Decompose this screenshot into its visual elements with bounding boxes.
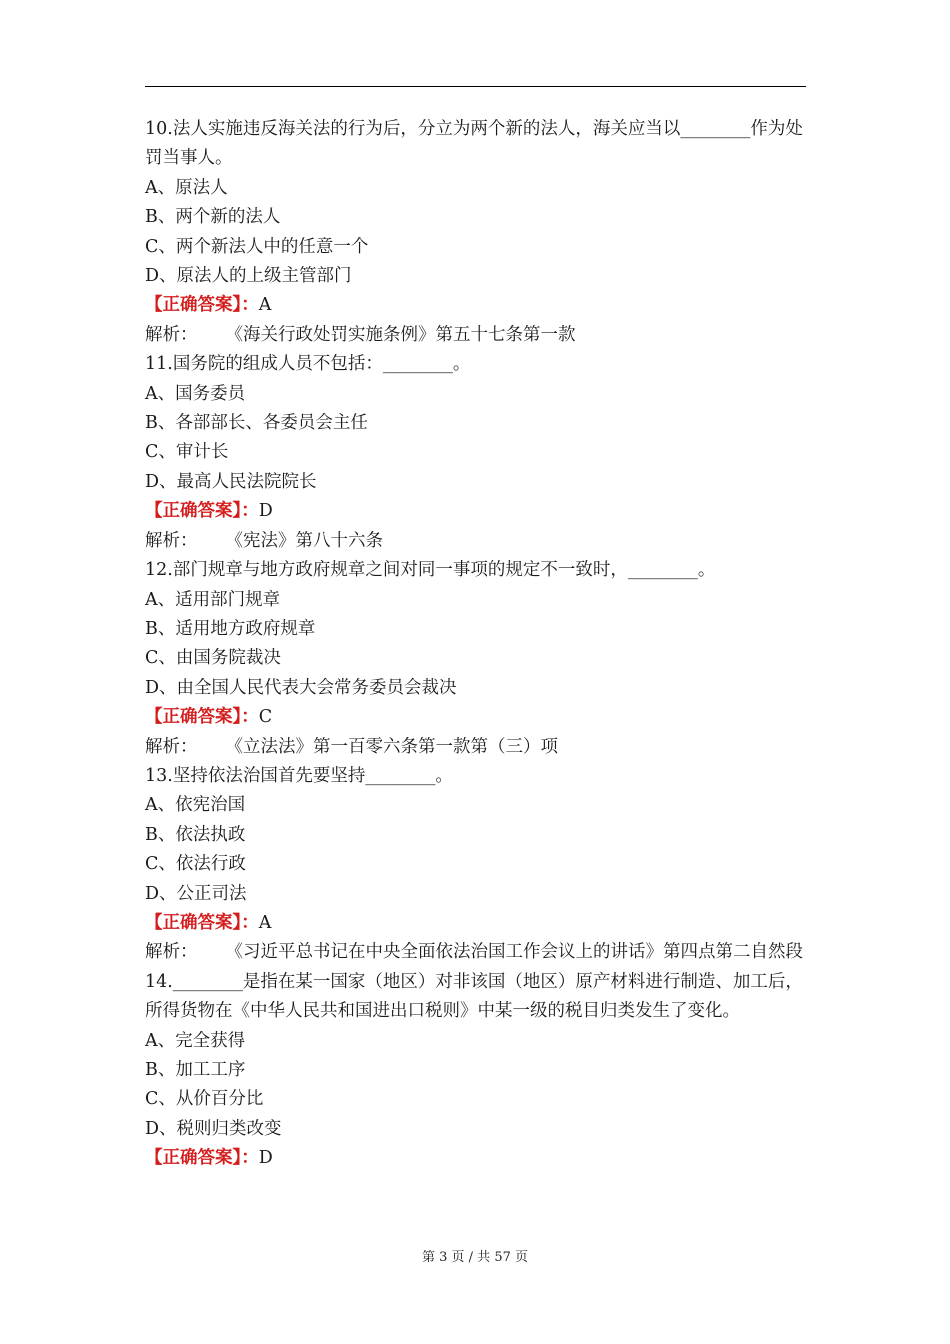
option-b: B、依法执政	[145, 824, 246, 845]
analysis-line	[145, 527, 806, 556]
answer-line	[145, 703, 806, 732]
analysis-text: 《海关行政处罚实施条例》第五十七条第一款	[225, 324, 576, 345]
option-b: B、两个新的法人	[145, 207, 281, 228]
question-block	[145, 968, 806, 1174]
analysis-line	[145, 733, 806, 762]
answer-value: D	[258, 501, 273, 522]
option-b: B、加工工序	[145, 1060, 246, 1080]
question-stem: 10.法人实施违反海关法的行为后，分立为两个新的法人，海关应当以________作为处罚当事人。	[145, 119, 803, 169]
question-block	[145, 115, 806, 350]
analysis-label: 解析：	[145, 324, 198, 345]
answer-label: 【正确答案】：	[145, 707, 259, 728]
answer-line	[145, 1144, 806, 1173]
question-stem: 14.________是指在某一国家（地区）对非该国（地区）原产材料进行制造、加工后，所得货物在《中华人民共和国进出口税则》中某一级的税目归类发生了变化。	[145, 971, 803, 1022]
question-list	[145, 115, 806, 1174]
option-a: A、适用部门规章	[145, 589, 281, 610]
option-a: A、依宪治国	[145, 795, 246, 816]
answer-value: D	[258, 1148, 273, 1169]
header-rule	[145, 86, 806, 87]
answer-value: A	[258, 912, 272, 933]
answer-value: C	[258, 707, 273, 728]
answer-value: A	[258, 295, 272, 316]
analysis-text: 《宪法》第八十六条	[225, 530, 383, 551]
option-c: C、由国务院裁决	[145, 648, 281, 669]
analysis-line	[145, 938, 806, 967]
option-d: D、公正司法	[145, 883, 247, 904]
option-d: D、最高人民法院院长	[145, 471, 317, 492]
option-b: B、各部部长、各委员会主任	[145, 413, 368, 434]
option-a: A、国务委员	[145, 383, 246, 404]
answer-line	[145, 909, 806, 938]
analysis-label: 解析：	[145, 942, 198, 963]
question-stem: 13.坚持依法治国首先要坚持________。	[145, 765, 453, 786]
answer-line	[145, 291, 806, 320]
question-block	[145, 762, 806, 968]
option-d: D、税则归类改变	[145, 1118, 282, 1139]
option-d: D、由全国人民代表大会常务委员会裁决	[145, 677, 457, 698]
analysis-line	[145, 321, 806, 350]
answer-line	[145, 497, 806, 526]
option-a: A、原法人	[145, 177, 228, 198]
question-block	[145, 556, 806, 762]
answer-label: 【正确答案】：	[145, 1148, 259, 1169]
analysis-text: 《立法法》第一百零六条第一款第（三）项	[225, 736, 558, 757]
analysis-label: 解析：	[145, 530, 198, 551]
analysis-label: 解析：	[145, 736, 198, 757]
answer-label: 【正确答案】：	[145, 912, 259, 933]
question-stem: 12.部门规章与地方政府规章之间对同一事项的规定不一致时，________。	[145, 560, 716, 581]
option-d: D、原法人的上级主管部门	[145, 266, 352, 287]
answer-label: 【正确答案】：	[145, 501, 259, 522]
option-c: C、审计长	[145, 442, 229, 463]
analysis-text: 《习近平总书记在中央全面依法治国工作会议上的讲话》第四点第二自然段	[225, 942, 803, 963]
option-a: A、完全获得	[145, 1030, 246, 1051]
option-c: C、从价百分比	[145, 1089, 264, 1110]
page-number: 第 3 页 / 共 57 页	[422, 1250, 528, 1265]
question-block	[145, 350, 806, 556]
option-c: C、依法行政	[145, 854, 246, 875]
option-b: B、适用地方政府规章	[145, 618, 316, 639]
question-stem: 11.国务院的组成人员不包括：________。	[145, 354, 471, 375]
answer-label: 【正确答案】：	[145, 295, 259, 316]
option-c: C、两个新法人中的任意一个	[145, 236, 369, 257]
